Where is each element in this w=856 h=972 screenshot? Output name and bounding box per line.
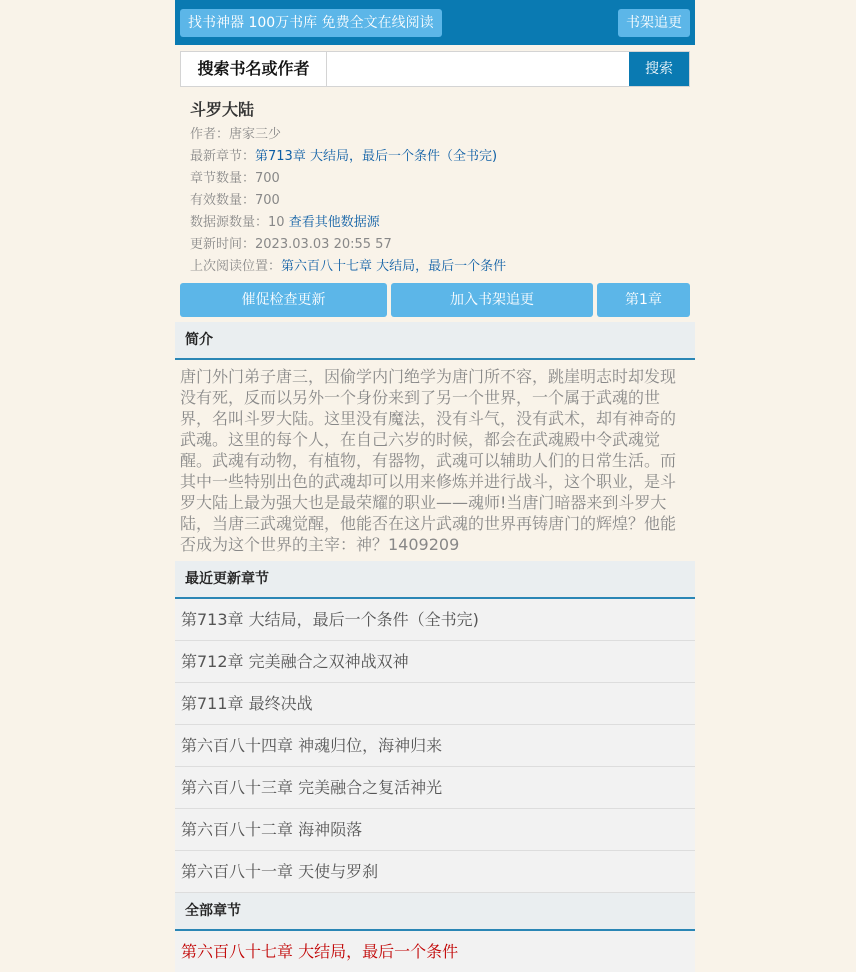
book-info — [175, 87, 695, 278]
search-input[interactable] — [327, 52, 629, 86]
chapter-item[interactable]: 第711章 最终决战 — [175, 683, 695, 725]
chapter-count-value: 700 — [255, 171, 280, 186]
all-chapters-heading: 全部章节 — [175, 893, 695, 931]
updated-line — [190, 234, 680, 256]
source-count-label: 数据源数量： — [190, 215, 269, 230]
urge-update-button[interactable]: 催促检查更新 — [180, 283, 387, 317]
intro-heading: 简介 — [175, 322, 695, 360]
book-title: 斗罗大陆 — [190, 100, 255, 119]
all-chapters-first-item[interactable]: 第六百八十七章 大结局，最后一个条件 — [175, 931, 695, 972]
author-value: 唐家三少 — [229, 127, 282, 142]
chapter-item[interactable]: 第六百八十四章 神魂归位，海神归来 — [175, 725, 695, 767]
chapter-item[interactable]: 第六百八十一章 天使与罗刹 — [175, 851, 695, 893]
last-read-line — [190, 256, 680, 278]
chapter-count-line — [190, 168, 680, 190]
chapter-count-label: 章节数量： — [190, 171, 256, 186]
intro-text: 唐门外门弟子唐三，因偷学内门绝学为唐门所不容，跳崖明志时却发现没有死，反而以另外一个身份来到了另一个世界，一个属于武魂的世界，名叫斗罗大陆。这里没有魔法，没有斗气，没有武术，却有神奇的武魂。这里的每个人，在自己六岁的时候，都会在武魂殿中令武魂觉醒。武魂有动物，有植物，有器物，武魂可以辅助人们的日常生活。而其中一些特别出色的武魂却可以用来修炼并进行战斗，这个职业，是斗罗大陆上最为强大也是最荣耀的职业——魂师!当唐门暗器来到斗罗大陆，当唐三武魂觉醒，他能否在这片武魂的世界再铸唐门的辉煌？他能否成为这个世界的主宰：神？1409209 — [180, 367, 677, 554]
search-label: 搜索书名或作者 — [181, 52, 327, 86]
chapter-item[interactable]: 第六百八十三章 完美融合之复活神光 — [175, 767, 695, 809]
latest-chapter-link[interactable]: 第713章 大结局，最后一个条件（全书完) — [255, 149, 498, 164]
source-count-value: 10 — [268, 215, 285, 230]
other-sources-link[interactable]: 查看其他数据源 — [288, 215, 380, 230]
bookshelf-button[interactable]: 书架追更 — [618, 9, 690, 37]
valid-count-value: 700 — [255, 193, 280, 208]
updated-label: 更新时间： — [190, 237, 256, 252]
action-buttons — [180, 283, 690, 317]
search-button[interactable]: 搜索 — [629, 52, 689, 86]
chapter-item[interactable]: 第713章 大结局，最后一个条件（全书完) — [175, 599, 695, 641]
recent-chapters-heading: 最近更新章节 — [175, 561, 695, 599]
author-label: 作者： — [190, 127, 230, 142]
source-count-line — [190, 212, 680, 234]
first-chapter-button[interactable]: 第1章 — [597, 283, 690, 317]
search-bar — [180, 51, 690, 87]
valid-count-label: 有效数量： — [190, 193, 256, 208]
updated-value: 2023.03.03 20:55 57 — [255, 237, 392, 252]
chapter-item[interactable]: 第712章 完美融合之双神战双神 — [175, 641, 695, 683]
last-read-label: 上次阅读位置： — [190, 259, 282, 274]
latest-chapter-label: 最新章节： — [190, 149, 256, 164]
chapter-item[interactable]: 第六百八十二章 海神陨落 — [175, 809, 695, 851]
site-banner-button[interactable]: 找书神器 100万书库 免费全文在线阅读 — [180, 9, 442, 37]
page — [175, 0, 695, 972]
last-read-link[interactable]: 第六百八十七章 大结局，最后一个条件 — [281, 259, 507, 274]
add-to-shelf-button[interactable]: 加入书架追更 — [391, 283, 593, 317]
recent-chapter-list — [175, 599, 695, 893]
valid-count-line — [190, 190, 680, 212]
author-line — [190, 124, 680, 146]
latest-chapter-line — [190, 146, 680, 168]
top-bar — [175, 0, 695, 45]
